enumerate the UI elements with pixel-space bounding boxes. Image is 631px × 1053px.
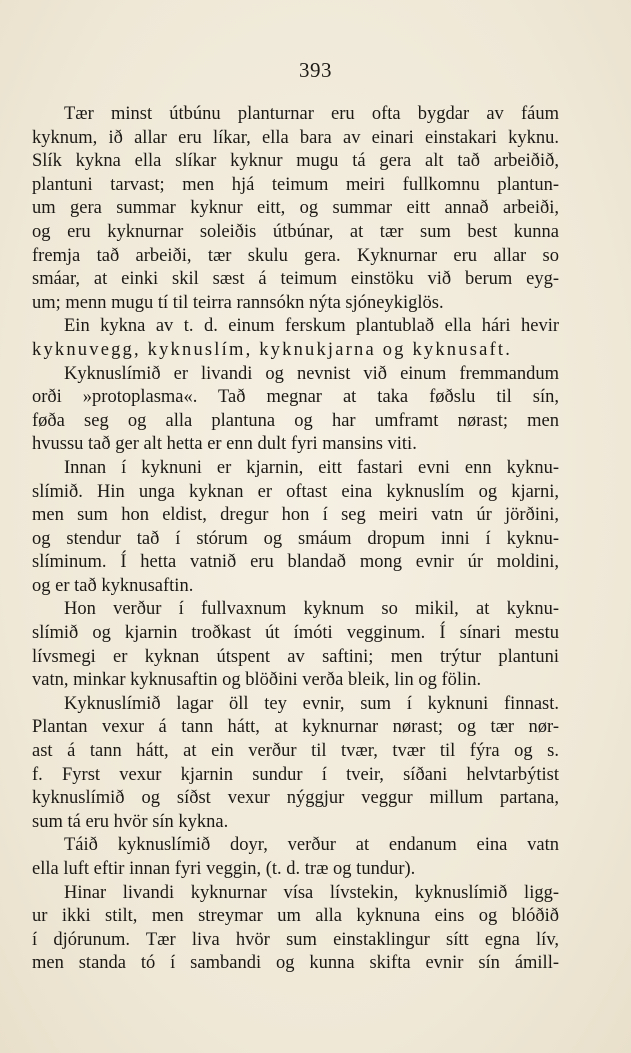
- text-line: ur ikki stilt, men streymar um alla kyknuna eins og blóðið: [32, 906, 559, 927]
- text-line: Slík kykna ella slíkar kyknur mugu tá gera alt tað arbeiðið,: [32, 151, 559, 172]
- text-line: Plantan vexur á tann hátt, at kyknurnar nørast; og tær nør-: [32, 717, 559, 738]
- text-line: um gera summar kyknur eitt, og summar eitt annað arbeiði,: [32, 198, 559, 219]
- text-line: men standa tó í sambandi og kunna skifta evnir sín ámill-: [32, 953, 559, 974]
- text-line: Ein kykna av t. d. einum ferskum plantublað ella hári hevir: [64, 316, 559, 337]
- text-line: Tær minst útbúnu planturnar eru ofta bygdar av fáum: [64, 104, 559, 124]
- text-line: Hinar livandi kyknurnar vísa lívstekin, kyknuslímið ligg-: [64, 882, 559, 903]
- text-line: og stendur tað í stórum og smáum dropum inni í kyknu-: [32, 528, 559, 549]
- text-line: Kyknuslímið er livandi og nevnist við einum fremmandum: [64, 363, 559, 384]
- text-line: Innan í kyknuni er kjarnin, eitt fastari evni enn kyknu-: [64, 457, 559, 478]
- text-line: slímið. Hin unga kyknan er oftast eina kyknuslím og kjarni,: [32, 481, 559, 502]
- text-line: kyknuslímið og síðst vexur nýggjur veggur millum partana,: [32, 788, 559, 809]
- text-line: ast á tann hátt, at ein verður til tvær, tvær til fýra og s.: [32, 741, 559, 762]
- page-number: 393: [299, 58, 332, 82]
- text-line: plantuni tarvast; men hjá teimum meiri fullkomnu plantun-: [32, 174, 559, 195]
- text-line: kyknum, ið allar eru líkar, ella bara av einari einstakari kyknu.: [32, 127, 559, 148]
- text-line: smáar, at einki skil sæst á teimum einstöku við berum eyg-: [32, 269, 559, 290]
- text-line: og er tað kyknusaftin.: [32, 575, 194, 596]
- text-line: kyknuvegg, kyknuslím, kyknukjarna og kyknusaft.: [32, 339, 513, 360]
- text-line: Hon verður í fullvaxnum kyknum so mikil, at kyknu-: [64, 599, 559, 620]
- text-line: og eru kyknurnar soleiðis útbúnar, at tær sum best kunna: [32, 221, 559, 242]
- text-line: slímið og kjarnin troðkast út ímóti vegginum. Í sínari mestu: [32, 623, 559, 644]
- text-line: f. Fyrst vexur kjarnin sundur í tveir, síðani helvtarbýtist: [32, 764, 559, 785]
- text-line: føða seg og alla plantuna og har umframt nørast; men: [32, 410, 559, 431]
- text-line: fremja tað arbeiði, tær skulu gera. Kyknurnar eru allar so: [32, 245, 559, 266]
- body-text: [32, 103, 559, 976]
- text-line: sum tá eru hvör sín kykna.: [32, 811, 229, 832]
- text-line: í djórunum. Tær liva hvör sum einstaklingur sítt egna lív,: [32, 929, 559, 950]
- text-line: men sum hon eldist, dregur hon í seg meiri vatn úr jörðini,: [32, 505, 559, 526]
- text-line: orði »protoplasma«. Tað megnar at taka føðslu til sín,: [32, 387, 559, 408]
- text-line: vatn, minkar kyknusaftin og blöðini verða bleik, lin og fölin.: [32, 670, 482, 691]
- text-line: ella luft eftir innan fyri veggin, (t. d. træ og tundur).: [32, 859, 416, 879]
- text-line: Kyknuslímið lagar öll tey evnir, sum í kyknuni finnast.: [64, 693, 559, 714]
- text-line: hvussu tað ger alt hetta er enn dult fyri mansins viti.: [32, 434, 417, 455]
- text-line: slíminum. Í hetta vatnið eru blandað mong evnir úr moldini,: [32, 552, 559, 573]
- text-line: Táið kyknuslímið doyr, verður at endanum eina vatn: [64, 835, 559, 856]
- text-line: um; menn mugu tí til teirra rannsókn nýta sjóneykiglös.: [32, 292, 444, 313]
- text-line: lívsmegi er kyknan útspent av saftini; men trýtur plantuni: [32, 646, 559, 667]
